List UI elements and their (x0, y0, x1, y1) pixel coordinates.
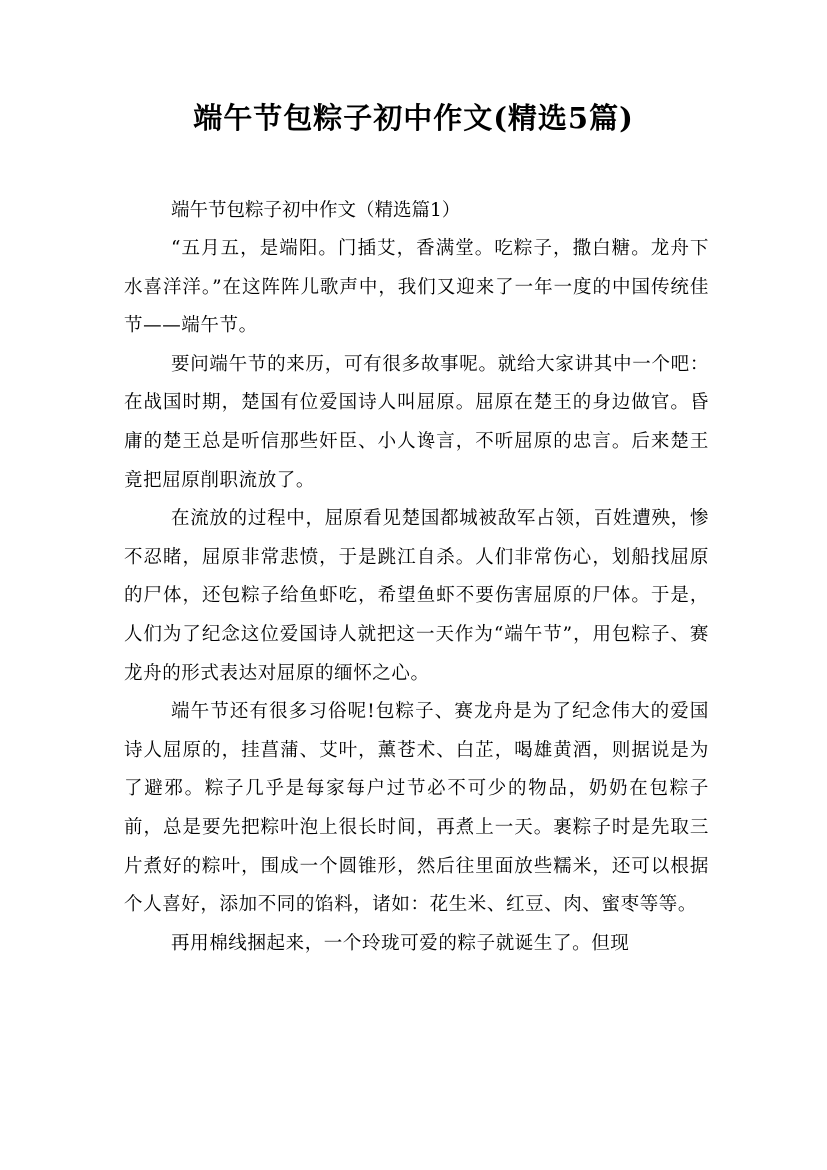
section-heading: 端午节包粽子初中作文（精选篇1） (171, 200, 461, 221)
paragraph-4: 端午节还有很多习俗呢!包粽子、赛龙舟是为了纪念伟大的爱国诗人屈原的，挂菖蒲、艾叶，薰苍术、白芷，喝雄黄酒，则据说是为了避邪。粽子几乎是每家每户过节必不可少的物品，奶奶在包粽子前，总是要先把粽叶泡上很长时间，再煮上一天。裹粽子时是先取三片煮好的粽叶，围成一个圆锥形，然后往里面放些糯米，还可以根据个人喜好，添加不同的馅料，诸如：花生米、红豆、肉、蜜枣等等。 (124, 701, 709, 916)
document-title: 端午节包粽子初中作文(精选5篇) (193, 101, 634, 135)
paragraph-2: 要问端午节的来历，可有很多故事呢。就给大家讲其中一个吧：在战国时期，楚国有位爱国诗人叫屈原。屈原在楚王的身边做官。昏庸的楚王总是听信那些奸臣、小人谗言，不听屈原的忠言。后来楚王竟把屈原削职流放了。 (124, 353, 709, 491)
document-body (124, 192, 709, 963)
paragraph-3: 在流放的过程中，屈原看见楚国都城被敌军占领，百姓遭殃，惨不忍睹，屈原非常悲愤，于是跳江自杀。人们非常伤心，划船找屈原的尸体，还包粽子给鱼虾吃，希望鱼虾不要伤害屈原的尸体。于是，人们为了纪念这位爱国诗人就把这一天作为“端午节”，用包粽子、赛龙舟的形式表达对屈原的缅怀之心。 (124, 508, 709, 684)
paragraph-5: 再用棉线捆起来，一个玲珑可爱的粽子就诞生了。但现 (171, 932, 630, 954)
paragraph-1: “五月五，是端阳。门插艾，香满堂。吃粽子，撒白糖。龙舟下水喜洋洋。”在这阵阵儿歌声中，我们又迎来了一年一度的中国传统佳节——端午节。 (124, 238, 709, 337)
